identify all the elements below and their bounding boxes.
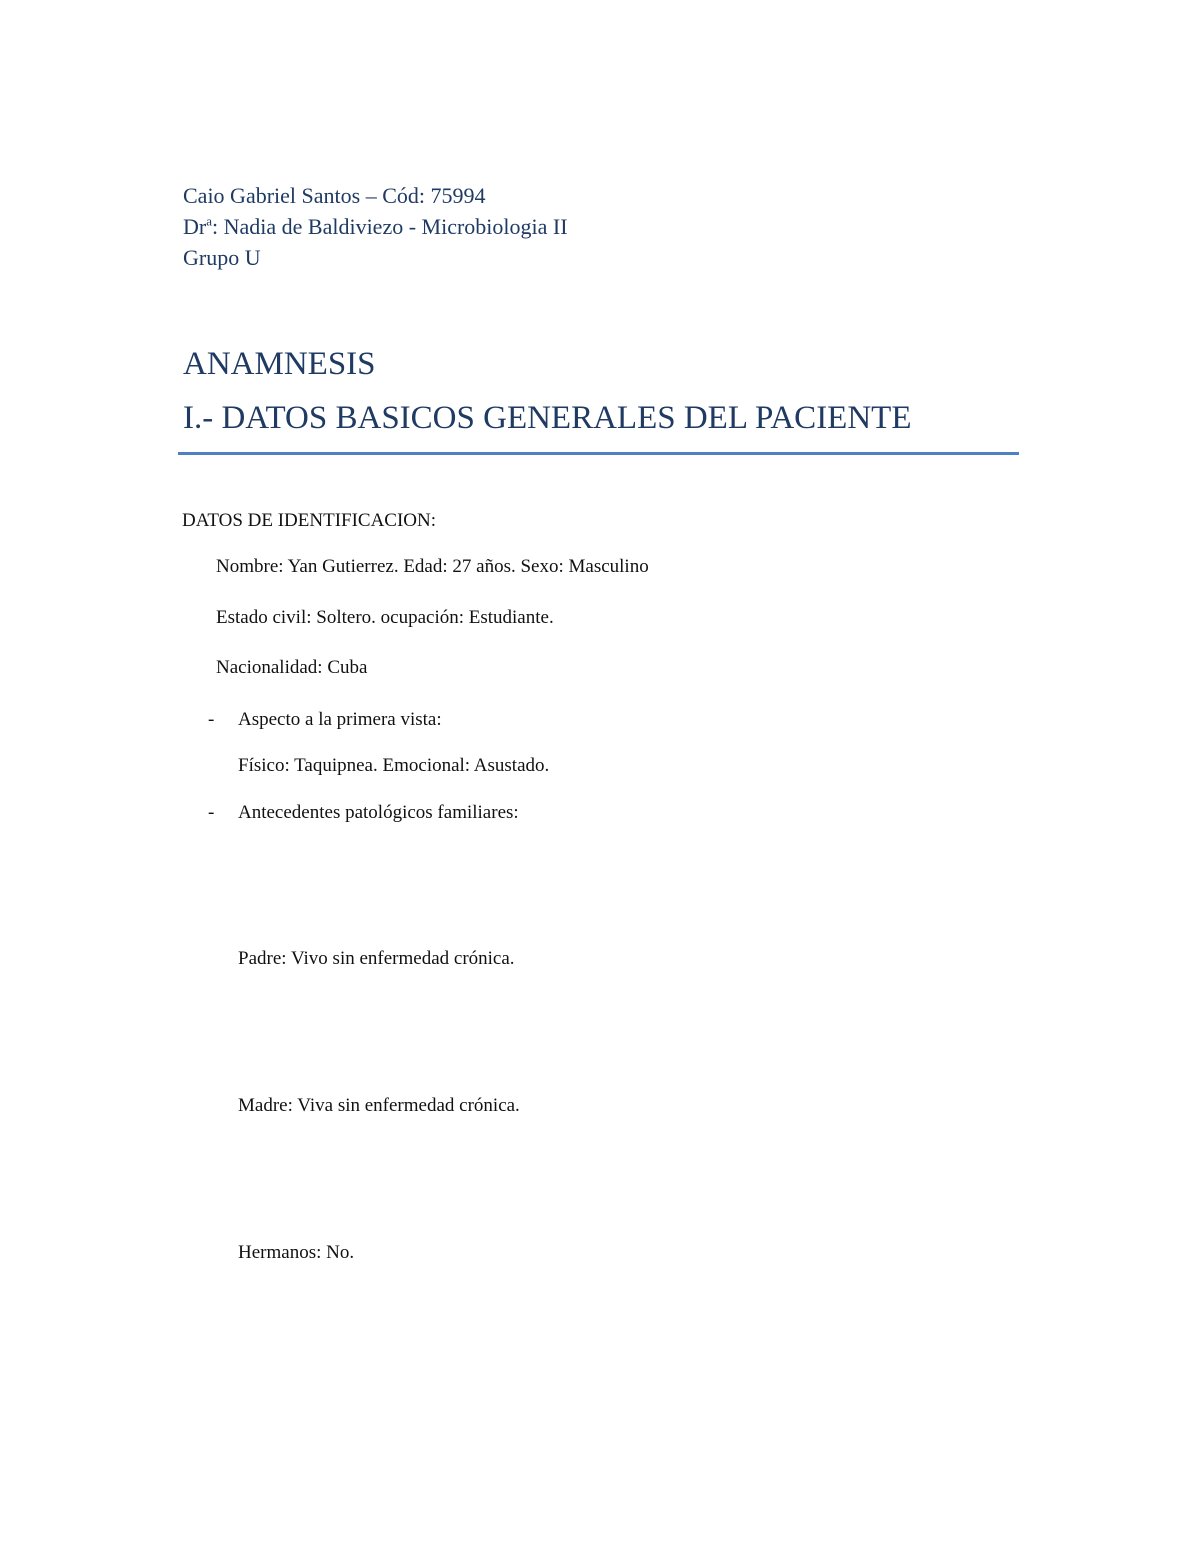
doctor-superscript: a — [206, 213, 212, 229]
author-line: Caio Gabriel Santos – Cód: 75994 — [183, 183, 486, 208]
group-line: Grupo U — [183, 245, 261, 270]
aspect-label: Aspecto a la primera vista: — [238, 709, 442, 730]
doctor-prefix: Dr — [183, 214, 207, 239]
family-history-label: Antecedentes patológicos familiares: — [238, 802, 519, 823]
identification-heading: DATOS DE IDENTIFICACION: — [182, 510, 437, 531]
section-title: I.- DATOS BASICOS GENERALES DEL PACIENTE — [183, 400, 912, 436]
title-underline — [178, 452, 1019, 455]
civil-status-line: Estado civil: Soltero. ocupación: Estudiante. — [216, 607, 554, 628]
mother-line: Madre: Viva sin enfermedad crónica. — [238, 1095, 520, 1116]
doctor-line — [183, 212, 568, 242]
siblings-line: Hermanos: No. — [238, 1242, 355, 1263]
bullet-dash: - — [208, 709, 215, 730]
document-title: ANAMNESIS — [183, 346, 376, 382]
doctor-course: : Nadia de Baldiviezo - Microbiologia II — [212, 214, 568, 239]
father-line: Padre: Vivo sin enfermedad crónica. — [238, 948, 515, 969]
aspect-detail: Físico: Taquipnea. Emocional: Asustado. — [238, 755, 550, 776]
nationality-line: Nacionalidad: Cuba — [216, 657, 368, 678]
patient-name-line: Nombre: Yan Gutierrez. Edad: 27 años. Sexo: Masculino — [216, 556, 649, 577]
bullet-dash: - — [208, 802, 215, 823]
